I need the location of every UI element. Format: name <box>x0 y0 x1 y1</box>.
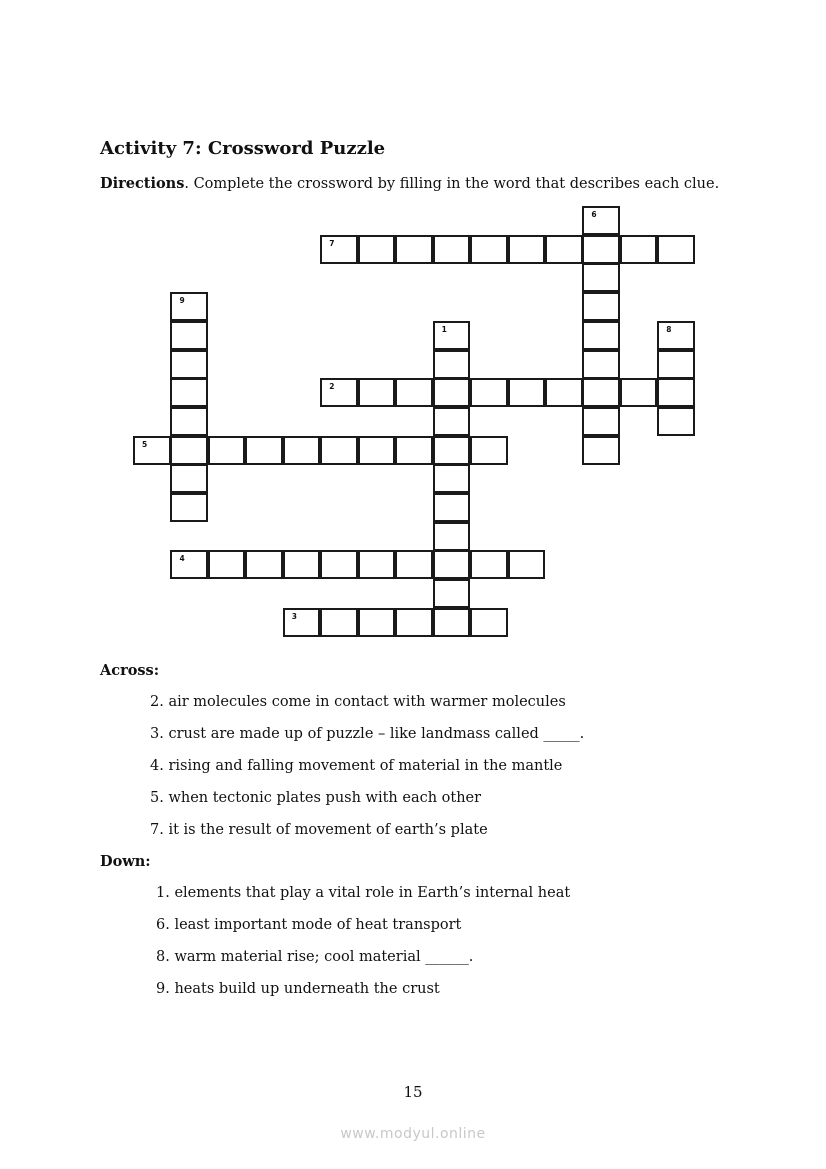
crossword-cell[interactable] <box>320 608 358 637</box>
crossword-cell[interactable] <box>245 436 283 465</box>
crossword-cell[interactable] <box>657 235 695 264</box>
crossword-cell[interactable] <box>433 235 471 264</box>
crossword-cell[interactable] <box>170 407 208 436</box>
crossword-cell[interactable] <box>470 550 508 579</box>
crossword-cell[interactable] <box>545 235 583 264</box>
crossword-cell[interactable] <box>320 550 358 579</box>
clue-number: 3 <box>291 611 298 621</box>
crossword-cell[interactable] <box>582 206 620 235</box>
crossword-cell[interactable] <box>433 321 471 350</box>
crossword-cell[interactable] <box>470 436 508 465</box>
clue-number: 2 <box>329 382 335 392</box>
page-number: 15 <box>403 1083 423 1101</box>
crossword-cell[interactable] <box>470 608 508 637</box>
down-clue: 8. warm material rise; cool material ______. <box>156 949 474 965</box>
crossword-cell[interactable] <box>358 235 396 264</box>
clue-number: 8 <box>666 324 672 334</box>
crossword-cell[interactable] <box>433 579 471 608</box>
crossword-cell[interactable] <box>320 378 358 407</box>
crossword-cell[interactable] <box>433 407 471 436</box>
clue-number: 1 <box>441 324 447 334</box>
down-heading: Down: <box>100 853 151 870</box>
crossword-cell[interactable] <box>170 493 208 522</box>
crossword-cell[interactable] <box>208 436 246 465</box>
crossword-cell[interactable] <box>433 550 471 579</box>
clue-number: 7 <box>329 238 335 248</box>
crossword-cell[interactable] <box>582 321 620 350</box>
crossword-cell[interactable] <box>582 407 620 436</box>
across-clue: 3. crust are made up of puzzle – like landmass called _____. <box>150 726 585 742</box>
crossword-cell[interactable] <box>170 464 208 493</box>
crossword-cell[interactable] <box>433 378 471 407</box>
crossword-cell[interactable] <box>545 378 583 407</box>
down-clue: 6. least important mode of heat transport <box>156 917 462 933</box>
crossword-cell[interactable] <box>582 436 620 465</box>
down-clue: 9. heats build up underneath the crust <box>156 981 440 997</box>
directions-label: Directions <box>100 175 185 192</box>
crossword-cell[interactable] <box>470 235 508 264</box>
clue-number: 5 <box>142 439 148 449</box>
crossword-cell[interactable] <box>508 378 546 407</box>
crossword-cell[interactable] <box>170 350 208 379</box>
crossword-cell[interactable] <box>508 235 546 264</box>
crossword-cell[interactable] <box>245 550 283 579</box>
across-clue: 4. rising and falling movement of material in the mantle <box>150 758 563 774</box>
across-heading: Across: <box>100 662 160 679</box>
crossword-cell[interactable] <box>582 235 620 264</box>
crossword-cell[interactable] <box>358 550 396 579</box>
clue-number: 6 <box>591 210 597 219</box>
crossword-cell[interactable] <box>358 378 396 407</box>
crossword-cell[interactable] <box>283 436 321 465</box>
down-clue: 1. elements that play a vital role in Earth’s internal heat <box>156 885 571 901</box>
crossword-cell[interactable] <box>657 321 695 350</box>
crossword-cell[interactable] <box>395 235 433 264</box>
crossword-cell[interactable] <box>433 436 471 465</box>
watermark: www.modyul.online <box>340 1126 486 1142</box>
across-clue: 5. when tectonic plates push with each other <box>150 790 482 806</box>
crossword-cell[interactable] <box>170 321 208 350</box>
crossword-cell[interactable] <box>582 263 620 292</box>
crossword-cell[interactable] <box>433 608 471 637</box>
crossword-cell[interactable] <box>283 608 321 637</box>
crossword-cell[interactable] <box>395 436 433 465</box>
crossword-cell[interactable] <box>358 608 396 637</box>
crossword-cell[interactable] <box>395 550 433 579</box>
crossword-cell[interactable] <box>433 522 471 551</box>
crossword-cell[interactable] <box>395 608 433 637</box>
across-clue: 7. it is the result of movement of earth’s plate <box>150 822 488 838</box>
crossword-cell[interactable] <box>208 550 246 579</box>
crossword-cell[interactable] <box>320 235 358 264</box>
crossword-cell[interactable] <box>657 407 695 436</box>
across-clue: 2. air molecules come in contact with warmer molecules <box>150 694 566 710</box>
crossword-cell[interactable] <box>657 350 695 379</box>
crossword-cell[interactable] <box>582 378 620 407</box>
crossword-cell[interactable] <box>358 436 396 465</box>
crossword-cell[interactable] <box>283 550 321 579</box>
directions <box>100 175 719 192</box>
crossword-cell[interactable] <box>620 378 658 407</box>
crossword-cell[interactable] <box>582 350 620 379</box>
crossword-cell[interactable] <box>170 378 208 407</box>
crossword-cell[interactable] <box>170 292 208 321</box>
crossword-cell[interactable] <box>582 292 620 321</box>
crossword-cell[interactable] <box>395 378 433 407</box>
page-title: Activity 7: Crossword Puzzle <box>100 138 386 159</box>
crossword-cell[interactable] <box>170 550 208 579</box>
crossword-cell[interactable] <box>620 235 658 264</box>
crossword-cell[interactable] <box>508 550 546 579</box>
crossword-cell[interactable] <box>320 436 358 465</box>
crossword-cell[interactable] <box>470 378 508 407</box>
directions-text: . Complete the crossword by filling in the word that describes each clue. <box>184 176 720 192</box>
clue-number: 4 <box>179 554 185 564</box>
crossword-cell[interactable] <box>657 378 695 407</box>
crossword-cell[interactable] <box>433 464 471 493</box>
crossword-cell[interactable] <box>433 493 471 522</box>
clue-number: 9 <box>179 296 185 306</box>
crossword-cell[interactable] <box>170 436 208 465</box>
crossword-cell[interactable] <box>133 436 171 465</box>
crossword-cell[interactable] <box>433 350 471 379</box>
